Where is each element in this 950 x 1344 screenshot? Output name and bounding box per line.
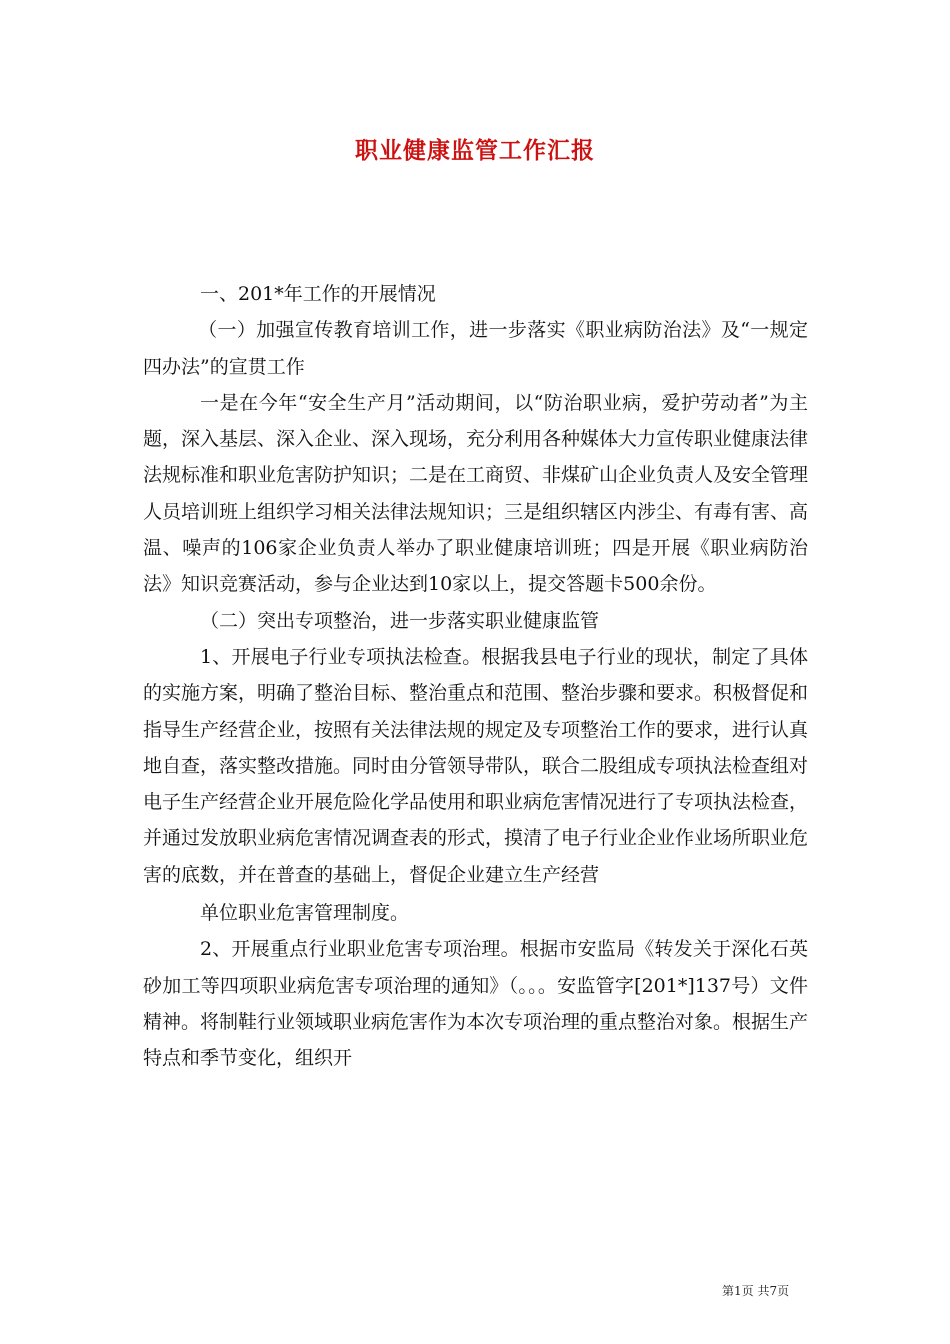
subsection-heading: （二）突出专项整治，进一步落实职业健康监管 [200,609,600,632]
paragraph: 1、开展电子行业专项执法检查。根据我县电子行业的现状，制定了具体的实施方案，明确了整治目标、整治重点和范围、整治步骤和要求。积极督促和指导生产经营企业，按照有关法律法规的规定及专项整治工作的要求，进行认真地自查，落实整改措施。同时由分管领导带队，联合二股组成专项执法检查组对电子生产经营企业开展危险化学品使用和职业病危害情况进行了专项执法检查，并通过发放职业病危害情况调查表的形式，摸清了电子行业企业作业场所职业危害的底数，并在普查的基础上，督促企业建立生产经营 [143,645,809,886]
section-heading: 一、201*年工作的开展情况 [200,283,436,305]
paragraph: 一是在今年“安全生产月”活动期间，以“防治职业病，爱护劳动者”为主题，深入基层、深入企业、深入现场，充分利用各种媒体大力宣传职业健康法律法规标准和职业危害防护知识；二是在工商贸、非煤矿山企业负责人及安全管理人员培训班上组织学习相关法律法规知识；三是组织辖区内涉尘、有毒有害、高温、噪声的106家企业负责人举办了职业健康培训班；四是开展《职业病防治法》知识竞赛活动，参与企业达到10家以上，提交答题卡500余份。 [143,391,809,596]
document-title: 职业健康监管工作汇报 [355,137,595,164]
page-number: 第1页 共7页 [722,1284,790,1298]
paragraph: 单位职业危害管理制度。 [200,902,410,925]
subsection-heading: （一）加强宣传教育培训工作，进一步落实《职业病防治法》及“一规定四办法”的宣贯工作 [143,319,808,378]
paragraph: 2、开展重点行业职业危害专项治理。根据市安监局《转发关于深化石英砂加工等四项职业病危害专项治理的通知》（。。。安监管字[201*]137号）文件精神。将制鞋行业领域职业病危害作为本次专项治理的重点整治对象。根据生产特点和季节变化，组织开 [143,938,809,1070]
document-body [143,276,808,1077]
